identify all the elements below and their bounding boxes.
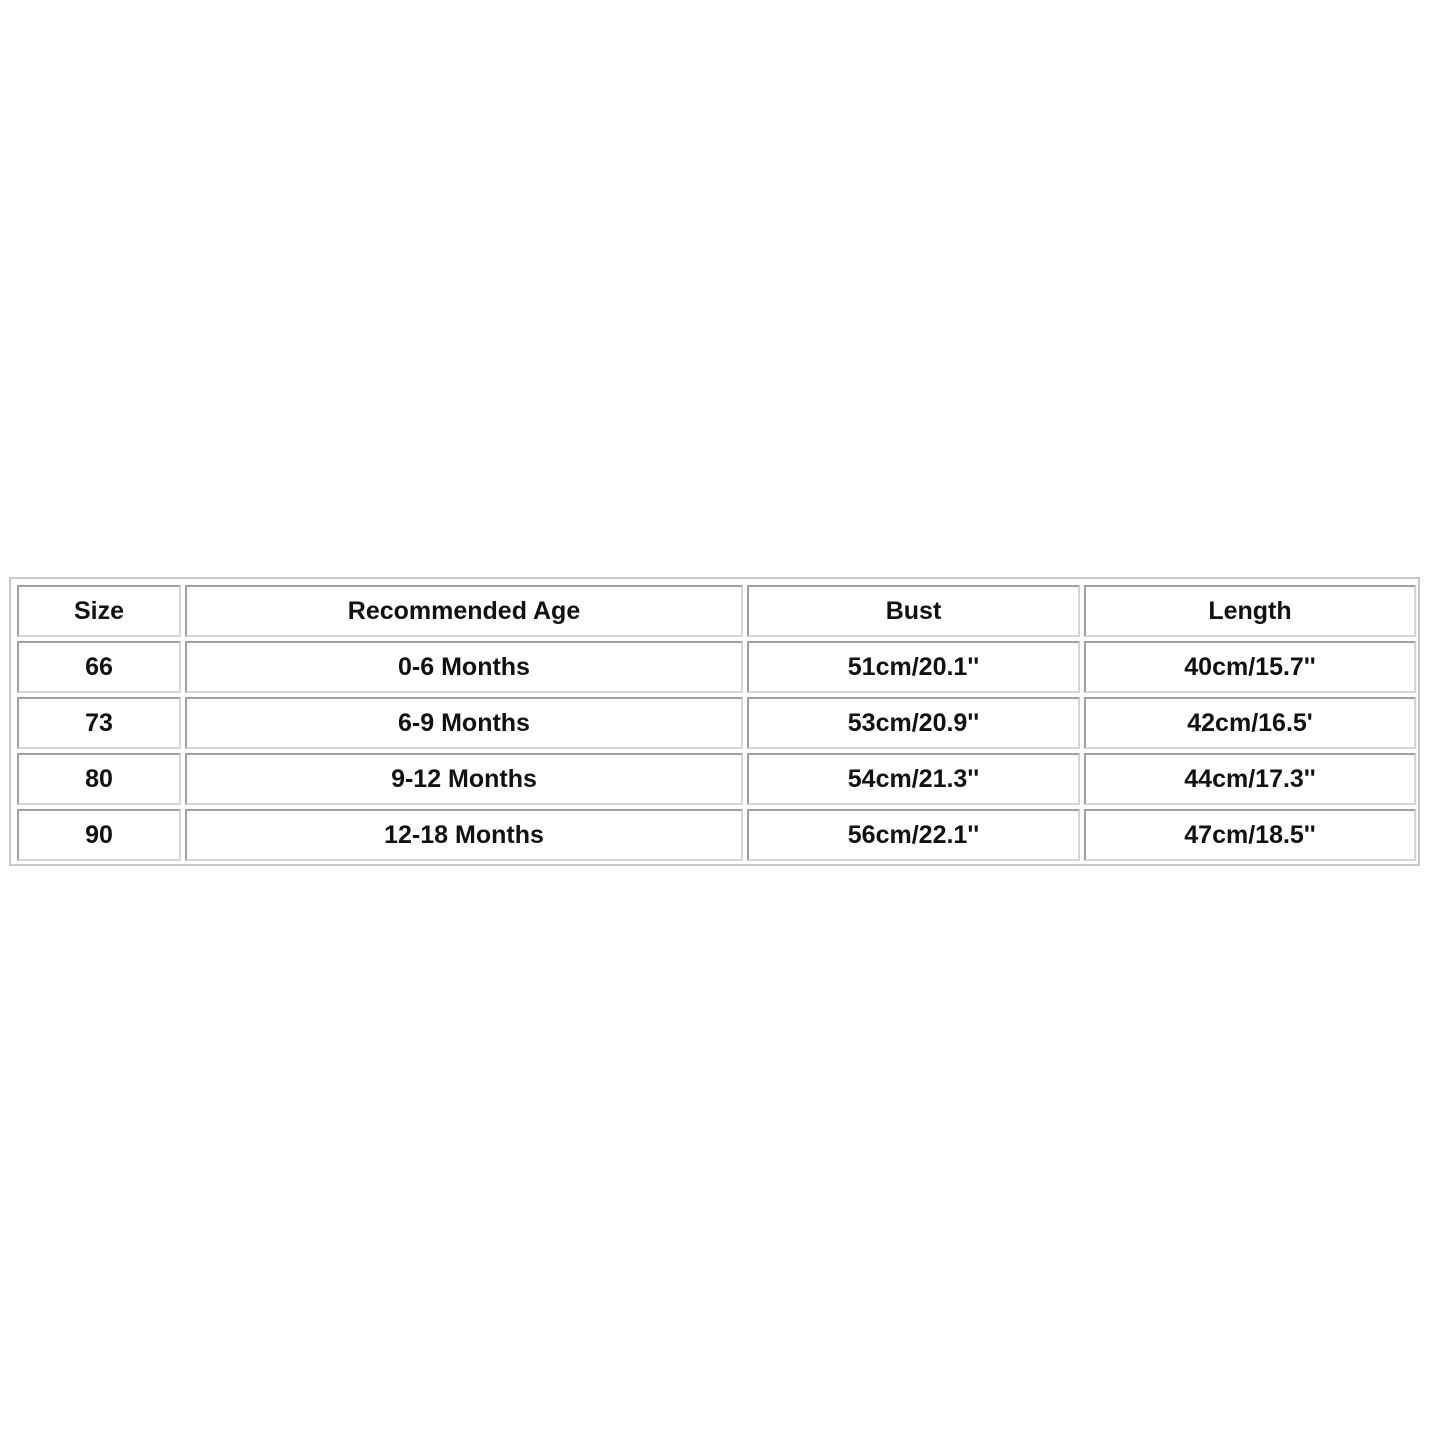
table-header-row <box>17 585 1416 637</box>
cell-size: 80 <box>17 753 181 805</box>
size-chart-table <box>13 581 1420 865</box>
cell-length: 40cm/15.7'' <box>1084 641 1416 693</box>
header-size: Size <box>17 585 181 637</box>
cell-length: 47cm/18.5'' <box>1084 809 1416 861</box>
cell-size: 90 <box>17 809 181 861</box>
header-bust: Bust <box>747 585 1080 637</box>
table-row <box>17 809 1416 861</box>
cell-size: 66 <box>17 641 181 693</box>
cell-bust: 53cm/20.9'' <box>747 697 1080 749</box>
table-row <box>17 753 1416 805</box>
cell-length: 42cm/16.5' <box>1084 697 1416 749</box>
cell-bust: 56cm/22.1'' <box>747 809 1080 861</box>
cell-recommended-age: 9-12 Months <box>185 753 743 805</box>
table-row <box>17 697 1416 749</box>
cell-recommended-age: 0-6 Months <box>185 641 743 693</box>
cell-length: 44cm/17.3'' <box>1084 753 1416 805</box>
size-chart-frame <box>9 577 1420 866</box>
cell-size: 73 <box>17 697 181 749</box>
header-recommended-age: Recommended Age <box>185 585 743 637</box>
header-length: Length <box>1084 585 1416 637</box>
table-row <box>17 641 1416 693</box>
cell-recommended-age: 12-18 Months <box>185 809 743 861</box>
cell-bust: 54cm/21.3'' <box>747 753 1080 805</box>
cell-recommended-age: 6-9 Months <box>185 697 743 749</box>
cell-bust: 51cm/20.1'' <box>747 641 1080 693</box>
